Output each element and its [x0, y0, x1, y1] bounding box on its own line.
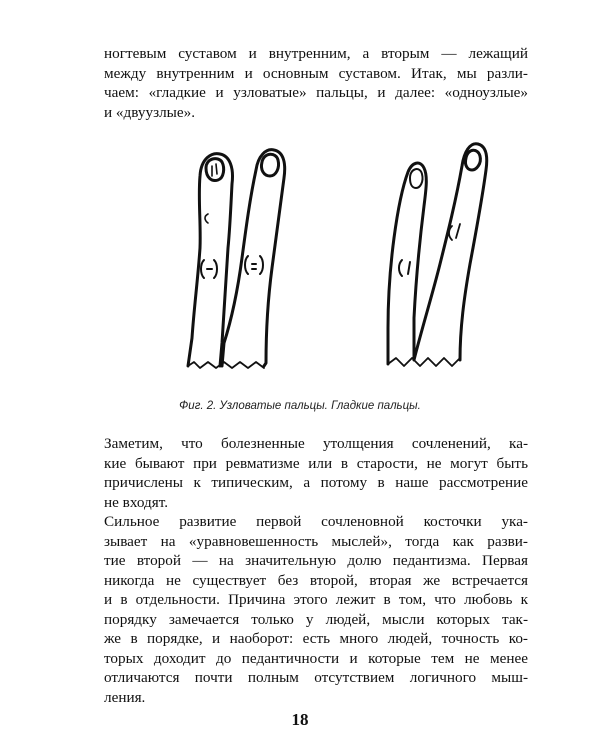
paragraph-development [104, 512, 528, 707]
text-line: зывает на «уравновешенность мыслей», тогда как разви- [104, 532, 528, 550]
text-line: тие второй — на значительную долю педантизма. Первая [104, 552, 528, 569]
text-line: Сильное развитие первой сочленовной косточки ука- [104, 513, 528, 530]
knotty-fingers-drawing [188, 150, 285, 368]
text-line: ления. [104, 688, 146, 706]
text-line: и «двуузлые». [104, 103, 195, 121]
page-number: 18 [291, 710, 309, 729]
paragraph-note [104, 434, 528, 512]
text-line: чаем: «гладкие и узловатые» пальцы, и далее: «одноузлые» [104, 84, 528, 101]
text-line: порядку замечается только у людей, мысли которых так- [104, 610, 528, 628]
text-line: никогда не существует без второй, вторая же встречается [104, 571, 528, 589]
text-line: кие бывают при ревматизме или в старости, не могут быть [104, 454, 528, 472]
paragraph-intro [104, 44, 528, 122]
figure-caption: Фиг. 2. Узловатые пальцы. Гладкие пальцы. [179, 400, 421, 412]
smooth-fingers-drawing [388, 144, 487, 366]
text-line: же в порядке, и наоборот: есть много людей, точность ко- [104, 630, 528, 647]
text-line: торых доходит до педантичности и которые тем не менее [104, 649, 528, 667]
text-line: ногтевым суставом и внутренним, а вторым — лежащий [104, 45, 528, 62]
text-line: не входят. [104, 493, 169, 511]
text-line: отличаются почти полным отсутствием логичного мыш- [104, 669, 528, 686]
text-line: Заметим, что болезненные утолщения сочленений, ка- [104, 435, 528, 452]
text-line: причислены к типическим, а потому в наше рассмотрение [104, 474, 528, 491]
fingers-illustration [170, 128, 510, 376]
text-line: и в отдельности. Причина этого лежит в том, что любовь к [104, 591, 528, 608]
text-line: между внутренним и основным суставом. Итак, мы разли- [104, 64, 528, 82]
